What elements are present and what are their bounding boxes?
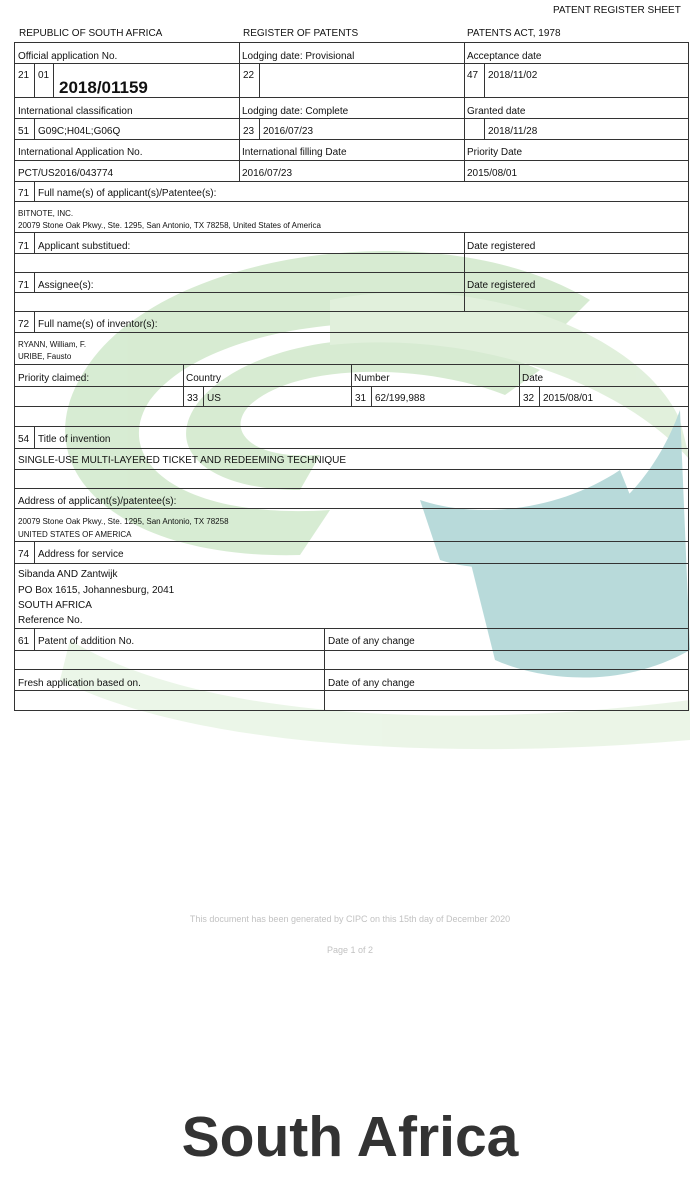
priority-number-value: 62/199,988 <box>375 393 426 404</box>
code-74: 74 <box>18 549 30 560</box>
label-date-registered-2: Date registered <box>467 280 536 291</box>
code-47: 47 <box>467 70 479 81</box>
label-lodging-complete: Lodging date: Complete <box>242 106 349 117</box>
acceptance-date-value: 2018/11/02 <box>488 70 538 81</box>
generated-notice: This document has been generated by CIPC on this 15th day of December 2020 <box>189 914 511 924</box>
inventor-2-value: URIBE, Fausto <box>18 352 72 361</box>
label-assignee: Assignee(s): <box>38 280 94 291</box>
label-number: Number <box>354 373 390 384</box>
label-fresh-application: Fresh application based on. <box>18 678 141 689</box>
intl-filing-date-value: 2016/07/23 <box>242 168 293 179</box>
address-line-2: UNITED STATES OF AMERICA <box>18 530 132 539</box>
country-label: South Africa <box>181 1105 519 1169</box>
applicant-name-value: BITNOTE, INC. <box>18 209 74 218</box>
label-address-service: Address for service <box>38 549 124 560</box>
label-reference-no: Reference No. <box>18 615 83 626</box>
inventor-1-value: RYANN, William, F. <box>18 340 87 349</box>
code-71-assignee: 71 <box>18 280 30 291</box>
label-date-registered-1: Date registered <box>467 241 536 252</box>
label-lodging-provisional: Lodging date: Provisional <box>242 51 355 62</box>
label-international-classification: International classification <box>18 106 133 117</box>
code-72: 72 <box>18 319 30 330</box>
address-line-1: 20079 Stone Oak Pkwy., Ste. 1295, San Antonio, TX 78258 <box>18 517 229 526</box>
granted-date-value: 2018/11/28 <box>488 126 538 137</box>
code-21: 21 <box>18 70 30 81</box>
application-number: 2018/01159 <box>59 78 148 97</box>
label-international-filling-date: International filling Date <box>242 147 347 158</box>
label-date-of-change-2: Date of any change <box>328 678 415 689</box>
label-international-application-no: International Application No. <box>18 147 143 158</box>
label-country: Country <box>186 373 222 384</box>
label-priority-date: Priority Date <box>467 147 523 158</box>
pct-number-value: PCT/US2016/043774 <box>18 168 114 179</box>
label-inventor-name: Full name(s) of inventor(s): <box>38 319 158 330</box>
code-51: 51 <box>18 126 30 137</box>
code-54: 54 <box>18 434 30 445</box>
service-line-2: PO Box 1615, Johannesburg, 2041 <box>18 585 175 596</box>
code-71-applicant: 71 <box>18 188 30 199</box>
priority-country-value: US <box>207 393 221 404</box>
label-official-application-no: Official application No. <box>18 51 118 62</box>
label-granted-date: Granted date <box>467 106 526 117</box>
label-title-of-invention: Title of invention <box>38 434 111 445</box>
priority-date-value: 2015/08/01 <box>467 168 518 179</box>
label-date-of-change-1: Date of any change <box>328 636 415 647</box>
code-32: 32 <box>523 393 535 404</box>
service-line-3: SOUTH AFRICA <box>18 600 92 611</box>
label-applicant-substituted: Applicant substitued: <box>38 241 131 252</box>
label-address-applicant: Address of applicant(s)/patentee(s): <box>18 496 177 507</box>
code-71-substituted: 71 <box>18 241 30 252</box>
label-priority-claimed: Priority claimed: <box>18 373 90 384</box>
invention-title-value: SINGLE-USE MULTI-LAYERED TICKET AND REDEEMING TECHNIQUE <box>18 455 347 466</box>
sheet-title: PATENT REGISTER SHEET <box>553 5 681 16</box>
header-republic: REPUBLIC OF SOUTH AFRICA <box>19 28 163 39</box>
service-line-1: Sibanda AND Zantwijk <box>18 569 118 580</box>
code-23: 23 <box>243 126 255 137</box>
label-date: Date <box>522 373 544 384</box>
label-applicant-name: Full name(s) of applicant(s)/Patentee(s): <box>38 188 217 199</box>
complete-date-value: 2016/07/23 <box>263 126 314 137</box>
code-01: 01 <box>38 70 50 81</box>
code-31: 31 <box>355 393 367 404</box>
label-patent-of-addition: Patent of addition No. <box>38 636 135 647</box>
classification-value: G09C;H04L;G06Q <box>38 126 121 137</box>
header-register: REGISTER OF PATENTS <box>243 28 359 39</box>
applicant-address-value: 20079 Stone Oak Pkwy., Ste. 1295, San Antonio, TX 78258, United States of America <box>18 221 322 230</box>
code-61: 61 <box>18 636 30 647</box>
code-33: 33 <box>187 393 199 404</box>
page-number: Page 1 of 2 <box>326 945 374 955</box>
priority-claim-date-value: 2015/08/01 <box>543 393 594 404</box>
code-22: 22 <box>243 70 255 81</box>
header-act: PATENTS ACT, 1978 <box>467 28 561 39</box>
label-acceptance-date: Acceptance date <box>467 51 542 62</box>
